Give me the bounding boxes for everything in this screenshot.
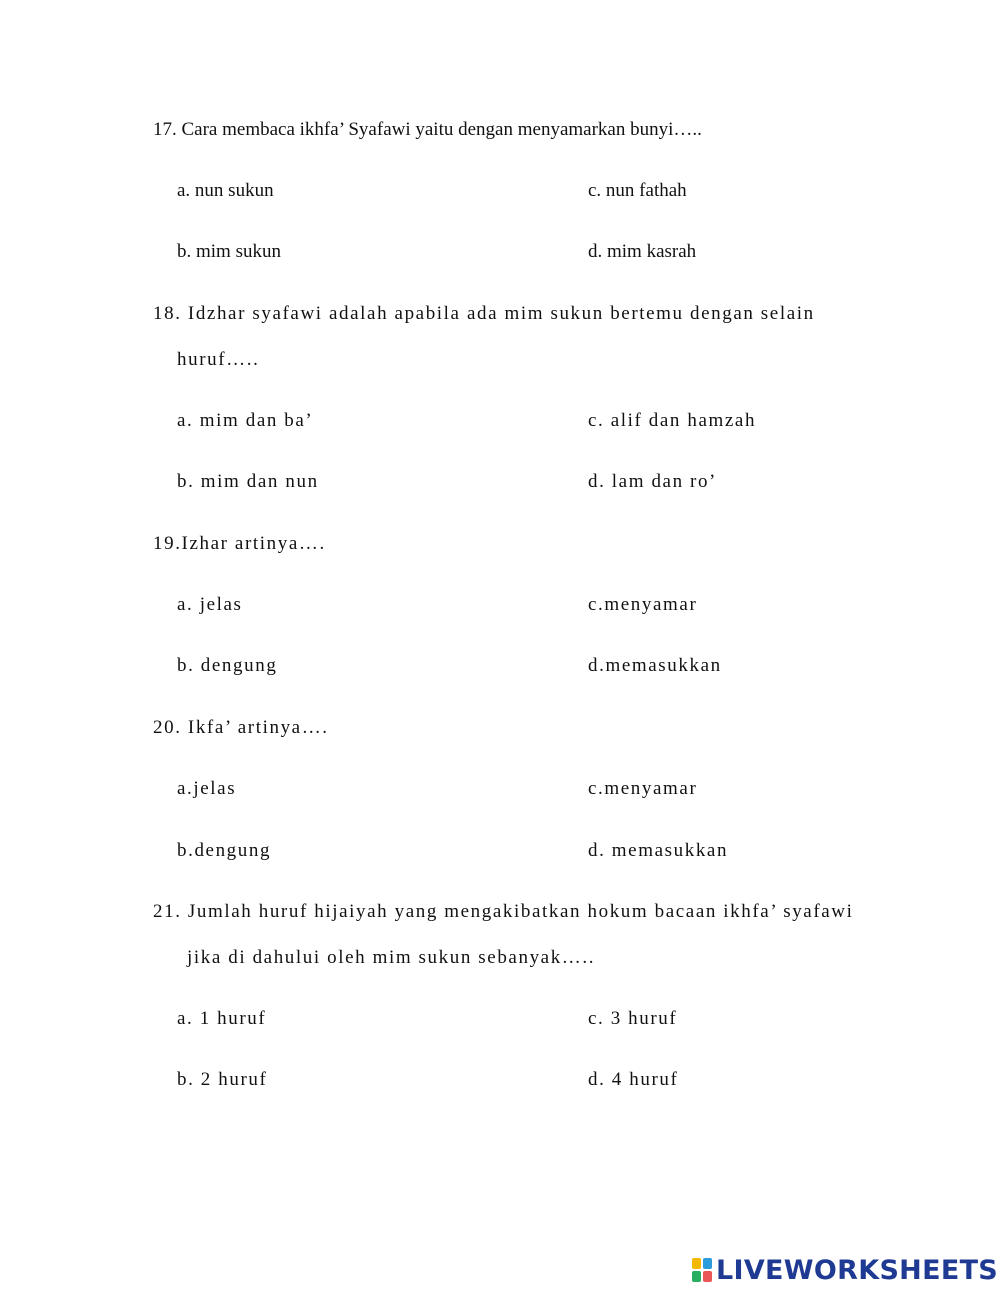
- question-21-text: 21. Jumlah huruf hijaiyah yang mengakibatkan hokum bacaan ikhfa’ syafawi: [153, 901, 854, 922]
- question-18-text: 18. Idzhar syafawi adalah apabila ada mim sukun bertemu dengan selain: [153, 303, 815, 324]
- question-21-option-b[interactable]: b. 2 huruf: [177, 1069, 268, 1090]
- question-20-text: 20. Ikfa’ artinya….: [153, 717, 329, 738]
- question-17-text: 17. Cara membaca ikhfa’ Syafawi yaitu dengan menyamarkan bunyi…..: [153, 119, 702, 140]
- question-21-text-continued: jika di dahului oleh mim sukun sebanyak…..: [187, 947, 596, 968]
- question-21-option-a[interactable]: a. 1 huruf: [177, 1008, 267, 1029]
- question-20-option-b[interactable]: b.dengung: [177, 840, 272, 861]
- liveworksheets-logo: [692, 1255, 998, 1285]
- question-18-option-b[interactable]: b. mim dan nun: [177, 471, 319, 492]
- question-21-option-d[interactable]: d. 4 huruf: [588, 1069, 679, 1090]
- question-19-option-a[interactable]: a. jelas: [177, 594, 243, 615]
- question-17-option-a[interactable]: a. nun sukun: [177, 180, 274, 201]
- question-18-option-c[interactable]: c. alif dan hamzah: [588, 410, 757, 431]
- question-21-option-c[interactable]: c. 3 huruf: [588, 1008, 678, 1029]
- liveworksheets-logo-icon: [692, 1258, 712, 1282]
- question-18-text-continued: huruf…..: [177, 349, 260, 370]
- question-19-option-b[interactable]: b. dengung: [177, 655, 278, 676]
- question-18-option-d[interactable]: d. lam dan ro’: [588, 471, 717, 492]
- question-17-option-d[interactable]: d. mim kasrah: [588, 241, 697, 262]
- question-20-option-c[interactable]: c.menyamar: [588, 778, 698, 799]
- question-19-option-d[interactable]: d.memasukkan: [588, 655, 722, 676]
- question-20-option-d[interactable]: d. memasukkan: [588, 840, 729, 861]
- question-17-option-c[interactable]: c. nun fathah: [588, 180, 687, 201]
- question-19-option-c[interactable]: c.menyamar: [588, 594, 698, 615]
- question-19-text: 19.Izhar artinya….: [153, 533, 326, 554]
- logo-text: LIVEWORKSHEETS: [716, 1254, 999, 1286]
- question-20-option-a[interactable]: a.jelas: [177, 778, 237, 799]
- question-17-option-b[interactable]: b. mim sukun: [177, 241, 281, 262]
- question-18-option-a[interactable]: a. mim dan ba’: [177, 410, 314, 431]
